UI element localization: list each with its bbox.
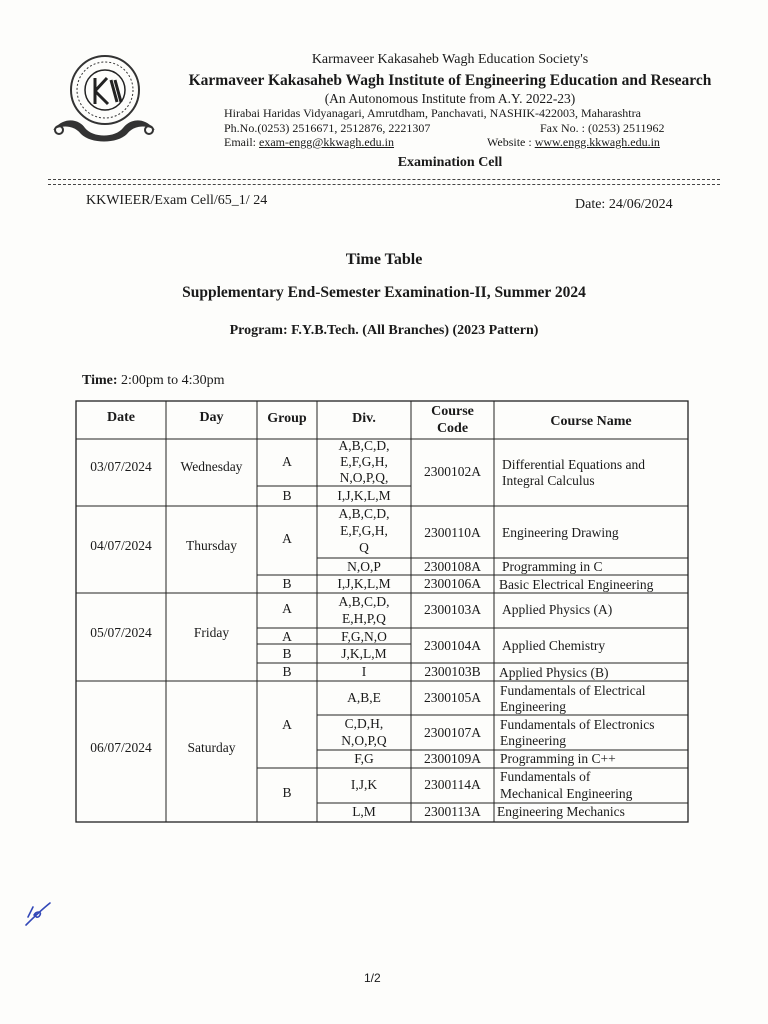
course-code-cell: 2300114A xyxy=(424,777,481,792)
div-cell: N,O,P xyxy=(347,559,381,574)
group-cell: B xyxy=(282,576,292,591)
header-course-code-1: Course xyxy=(431,404,474,419)
course-code-cell: 2300108A xyxy=(424,559,481,574)
group-cell: B xyxy=(282,664,292,679)
time-value: 2:00pm to 4:30pm xyxy=(117,373,225,388)
address: Hirabai Haridas Vidyanagari, Amrutdham, Panchavati, NASHIK-422003, Maharashtra xyxy=(224,106,641,120)
course-name-cell: Applied Physics (B) xyxy=(499,665,609,680)
handwritten-initial-mark xyxy=(20,895,60,930)
course-name-cell: Fundamentals of xyxy=(500,769,591,784)
div-cell: I,J,K,L,M xyxy=(337,576,391,591)
email-link[interactable]: exam-engg@kkwagh.edu.in xyxy=(259,135,395,149)
div-cell: A,B,C,D, xyxy=(338,506,390,521)
header-date: Date xyxy=(107,410,135,425)
document-title: Time Table xyxy=(345,251,423,268)
course-code-cell: 2300113A xyxy=(424,804,481,819)
div-cell: N,O,P,Q xyxy=(341,733,387,748)
group-cell: A xyxy=(282,717,292,732)
course-code-cell: 2300109A xyxy=(424,751,481,766)
day-cell: Friday xyxy=(193,625,230,640)
div-cell: A,B,C,D, xyxy=(338,594,390,609)
fax-number: Fax No. : (0253) 2511962 xyxy=(540,121,665,135)
exam-title: Supplementary End-Semester Examination-II, Summer 2024 xyxy=(182,284,586,301)
group-cell: A xyxy=(282,601,292,616)
div-cell: E,H,P,Q xyxy=(342,611,386,626)
div-cell: F,G,N,O xyxy=(341,629,387,644)
date-cell: 04/07/2024 xyxy=(90,538,152,553)
course-name-cell: Applied Chemistry xyxy=(502,638,606,653)
course-code-cell: 2300103A xyxy=(424,602,481,617)
course-name-cell: Differential Equations and xyxy=(502,457,645,472)
div-cell: N,O,P,Q, xyxy=(339,470,389,485)
group-cell: A xyxy=(282,454,292,469)
autonomous-note: (An Autonomous Institute from A.Y. 2022-23) xyxy=(324,91,576,106)
div-cell: I xyxy=(361,664,367,679)
group-cell: A xyxy=(282,629,292,644)
div-cell: I,J,K,L,M xyxy=(337,488,391,503)
div-cell: Q xyxy=(359,540,369,555)
phone-numbers: Ph.No.(0253) 2516671, 2512876, 2221307 xyxy=(224,121,431,135)
course-name-cell: Fundamentals of Electrical xyxy=(500,683,646,698)
group-cell: B xyxy=(282,646,292,661)
course-name-cell: Applied Physics (A) xyxy=(502,602,613,617)
div-cell: A,B,E xyxy=(347,690,381,705)
course-code-cell: 2300105A xyxy=(424,690,481,705)
reference-number: KKWIEER/Exam Cell/65_1/ 24 xyxy=(86,193,268,208)
course-name-cell: Programming in C xyxy=(502,559,603,574)
header-course-name: Course Name xyxy=(550,414,632,429)
examination-cell-title: Examination Cell xyxy=(397,155,503,170)
website-link[interactable]: www.engg.kkwagh.edu.in xyxy=(534,135,660,149)
course-name-cell: Programming in C++ xyxy=(500,751,616,766)
div-cell: J,K,L,M xyxy=(341,646,387,661)
page-number: 1/2 xyxy=(364,971,381,985)
div-cell: C,D,H, xyxy=(344,716,384,731)
course-name-cell: Integral Calculus xyxy=(502,473,595,488)
course-name-cell: Basic Electrical Engineering xyxy=(499,577,654,592)
div-cell: E,F,G,H, xyxy=(340,523,388,538)
course-code-cell: 2300103B xyxy=(424,664,481,679)
date-cell: 03/07/2024 xyxy=(90,459,152,474)
div-cell: L,M xyxy=(352,804,376,819)
date-cell: 06/07/2024 xyxy=(90,740,152,755)
issue-date: Date: 24/06/2024 xyxy=(575,197,673,212)
group-cell: A xyxy=(282,531,292,546)
course-code-cell: 2300102A xyxy=(424,464,481,479)
day-cell: Saturday xyxy=(187,740,236,755)
course-code-cell: 2300110A xyxy=(424,525,481,540)
group-cell: B xyxy=(282,785,292,800)
div-cell: I,J,K xyxy=(350,777,378,792)
day-cell: Wednesday xyxy=(180,459,243,474)
email-label: Email: xyxy=(224,135,259,149)
course-name-cell: Engineering Drawing xyxy=(502,525,619,540)
course-name-cell: Fundamentals of Electronics xyxy=(500,717,655,732)
program-title: Program: F.Y.B.Tech. (All Branches) (2023 Pattern) xyxy=(229,323,539,338)
div-cell: A,B,C,D, xyxy=(338,438,390,453)
time-label: Time: xyxy=(82,373,118,388)
course-name-cell: Engineering Mechanics xyxy=(497,804,625,819)
society-name: Karmaveer Kakasaheb Wagh Education Society's xyxy=(311,52,589,67)
course-code-cell: 2300106A xyxy=(424,576,481,591)
course-code-cell: 2300104A xyxy=(424,638,481,653)
day-cell: Thursday xyxy=(186,538,237,553)
header-course-code-2: Code xyxy=(436,421,469,436)
div-cell: E,F,G,H, xyxy=(340,454,388,469)
date-cell: 05/07/2024 xyxy=(90,625,152,640)
website-label: Website : xyxy=(487,135,535,149)
div-cell: F,G xyxy=(354,751,374,766)
course-name-cell: Mechanical Engineering xyxy=(500,786,633,801)
header-day: Day xyxy=(199,410,224,425)
header-group: Group xyxy=(267,411,307,426)
course-code-cell: 2300107A xyxy=(424,725,481,740)
course-name-cell: Engineering xyxy=(500,699,566,714)
institute-name: Karmaveer Kakasaheb Wagh Institute of Engineering Education and Research xyxy=(188,72,712,89)
group-cell: B xyxy=(282,488,292,503)
course-name-cell: Engineering xyxy=(500,733,566,748)
header-div: Div. xyxy=(352,411,376,426)
